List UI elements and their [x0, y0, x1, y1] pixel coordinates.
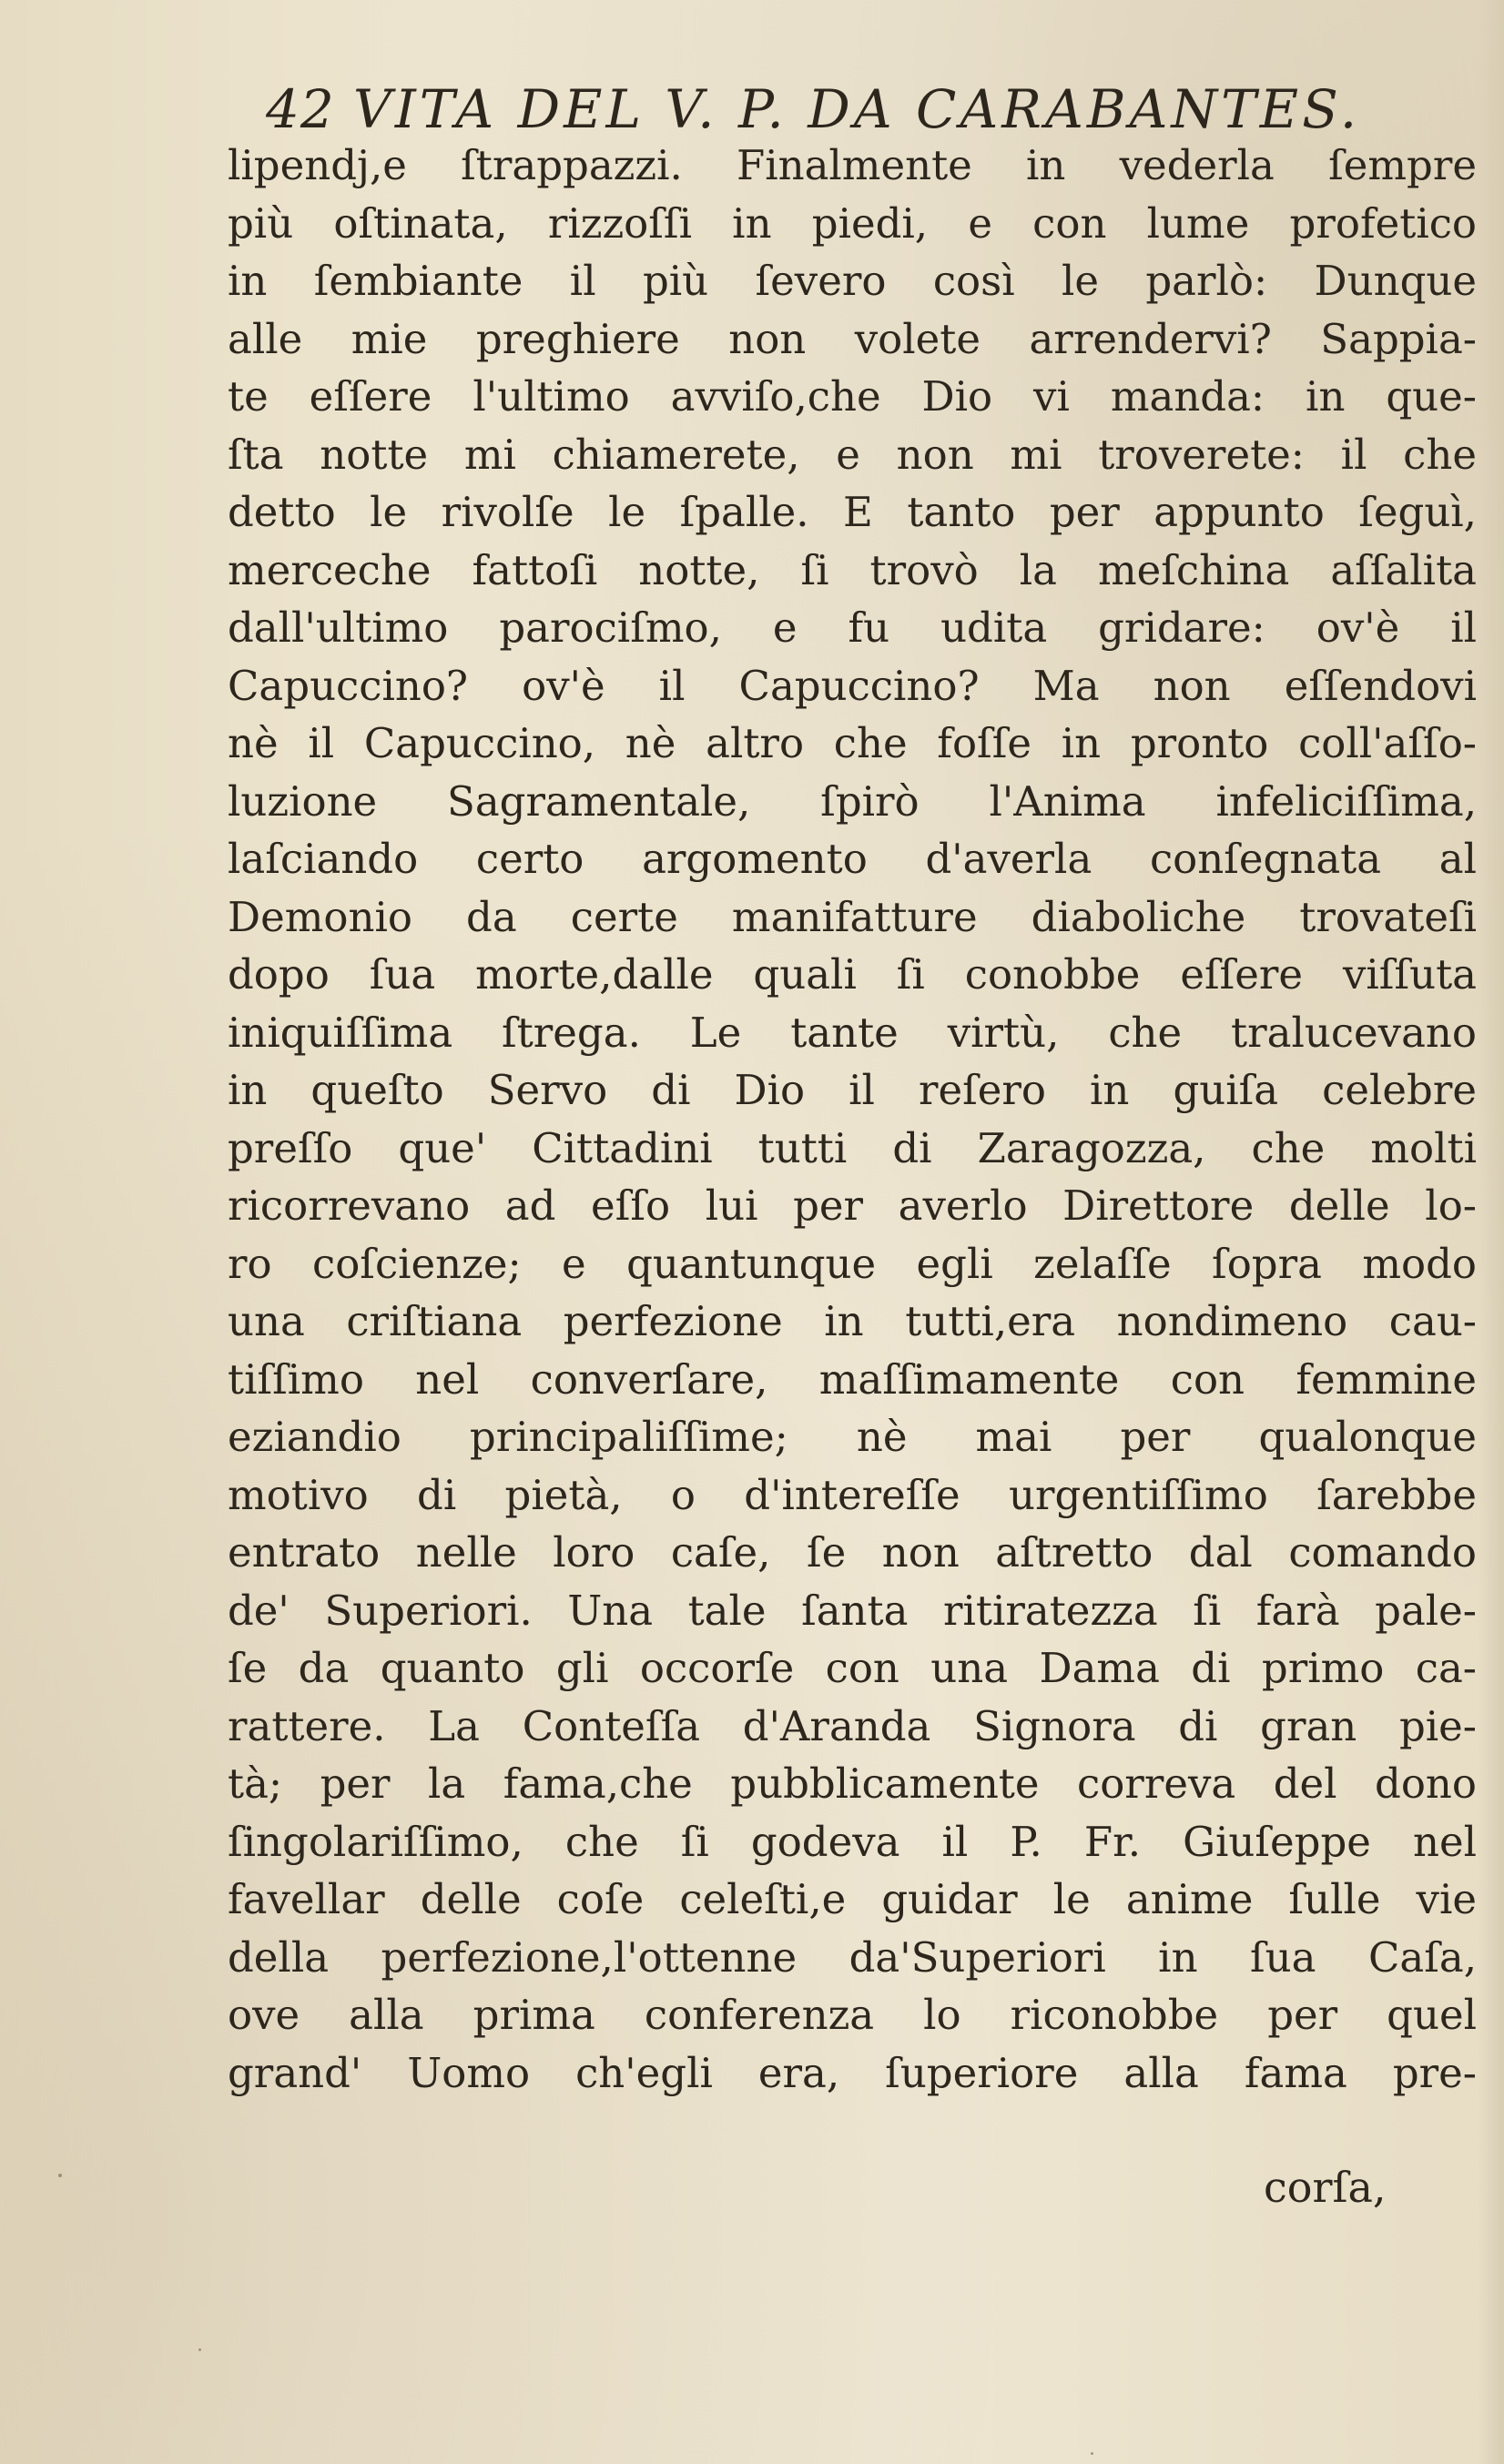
text-line: preſſo que' Cittadini tutti di Zaragozza, che molti	[228, 1123, 1477, 1172]
text-line: dall'ultimo parociſmo, e fu udita gridare: ov'è il	[228, 603, 1477, 652]
text-line: detto le rivolſe le ſpalle. E tanto per appunto ſeguì,	[228, 488, 1477, 536]
text-line: dopo ſua morte,dalle quali ſi conobbe eſſere viſſuta	[228, 950, 1477, 999]
text-line: de' Superiori. Una tale ſanta ritiratezza ſi farà pale-	[228, 1586, 1477, 1635]
text-line: tiſſimo nel converſare, maſſimamente con femmine	[228, 1354, 1477, 1404]
page-number: 42	[266, 78, 335, 140]
text-line: rattere. La Conteſſa d'Aranda Signora di gran pie-	[228, 1701, 1477, 1750]
text-line: ricorrevano ad eſſo lui per averlo Direttore delle lo-	[228, 1181, 1477, 1230]
text-line: lipendj,e ſtrappazzi. Finalmente in vederla ſempre	[228, 141, 1477, 189]
text-line: ſta notte mi chiamerete, e non mi troverete: il che	[228, 430, 1477, 479]
text-line: grand' Uomo ch'egli era, ſuperiore alla fama pre-	[228, 2048, 1477, 2097]
paper-speck	[1091, 2452, 1093, 2455]
text-line: merceche fattoſi notte, ſi trovò la meſchina aſſalita	[228, 545, 1477, 594]
text-line: iniquiſſima ſtrega. Le tante virtù, che tralucevano	[228, 1008, 1477, 1057]
paper-speck	[58, 2174, 62, 2177]
text-line: in queſto Servo di Dio il reſero in guiſa celebre	[228, 1066, 1477, 1114]
text-line: ſingolariſſimo, che ſi godeva il P. Fr. Giuſeppe nel	[228, 1817, 1477, 1866]
text-line: più oſtinata, rizzoſſi in piedi, e con lume profetico	[228, 198, 1477, 248]
running-title: VITA DEL V. P. DA CARABANTES.	[353, 78, 1361, 140]
text-line: laſciando certo argomento d'averla conſegnata al	[228, 835, 1477, 883]
text-line: favellar delle coſe celeſti,e guidar le anime ſulle vie	[228, 1875, 1477, 1923]
text-line: Demonio da certe manifatture diaboliche trovateſi	[228, 892, 1477, 941]
page-edge-shadow	[1479, 0, 1504, 2464]
text-line: ove alla prima conferenza lo riconobbe per quel	[228, 1991, 1477, 2039]
text-line: eziandio principaliſſime; nè mai per qualonque	[228, 1413, 1477, 1461]
text-line: in ſembiante il più ſevero così le parlò: Dunque	[228, 257, 1477, 305]
text-line: alle mie preghiere non volete arrendervi? Sappia-	[228, 314, 1477, 363]
catchword: corſa,	[1264, 2163, 1387, 2212]
text-line: ſe da quanto gli occorſe con una Dama di primo ca-	[228, 1644, 1477, 1692]
text-line: entrato nelle loro caſe, ſe non aſtretto dal comando	[228, 1528, 1477, 1577]
paper-speck	[198, 2348, 201, 2351]
text-line: una criſtiana perfezione in tutti,era nondimeno cau-	[228, 1297, 1477, 1345]
body-text	[228, 137, 1477, 2102]
text-line: della perfezione,l'ottenne da'Superiori in ſua Caſa,	[228, 1932, 1477, 1982]
text-line: nè il Capuccino, nè altro che foſſe in pronto coll'aſſo-	[228, 719, 1477, 767]
text-line: ro coſcienze; e quantunque egli zelaſſe ſopra modo	[228, 1239, 1477, 1288]
text-line: motivo di pietà, o d'intereſſe urgentiſſimo ſarebbe	[228, 1470, 1477, 1519]
text-line: te eſſere l'ultimo avviſo,che Dio vi manda: in que-	[228, 372, 1477, 421]
text-line: luzione Sagramentale, ſpirò l'Anima infeliciſſima,	[228, 776, 1477, 826]
text-line: Capuccino? ov'è il Capuccino? Ma non eſſendovi	[228, 661, 1477, 710]
text-line: tà; per la fama,che pubblicamente correva del dono	[228, 1759, 1477, 1808]
